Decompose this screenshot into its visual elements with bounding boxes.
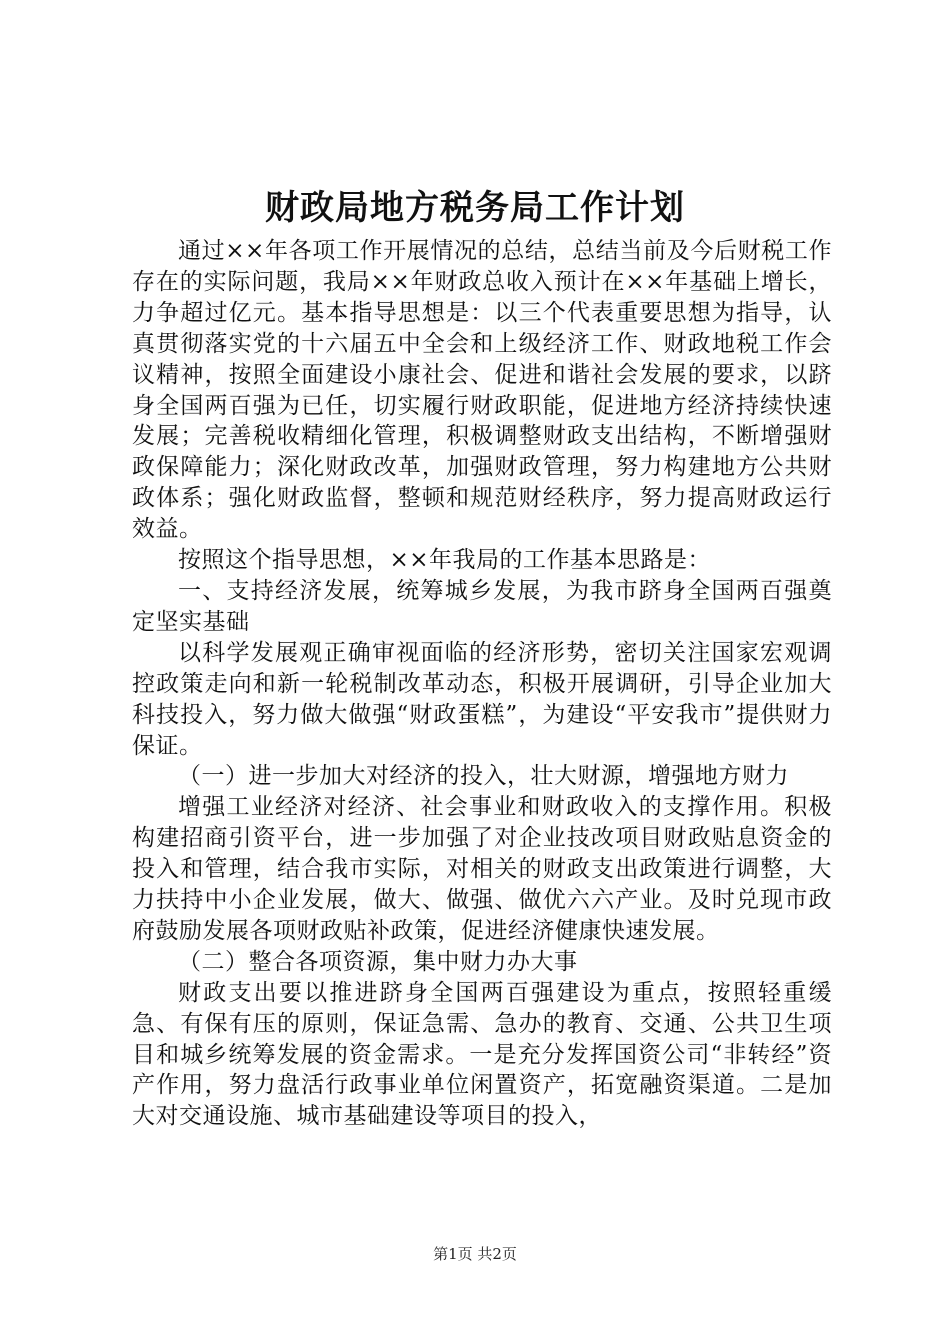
paragraph-subsection-2: 财政支出要以推进跻身全国两百强建设为重点，按照轻重缓急、有保有压的原则，保证急需、急办的教育、交通、公共卫生项目和城乡统筹发展的资金需求。一是充分发挥国资公司“非转经”资产作用，努力盘活行政事业单位闲置资产，拓宽融资渠道。二是加大对交通设施、城市基础建设等项目的投入，: [132, 979, 832, 1130]
page-footer: 第1页 共2页: [433, 1245, 517, 1263]
paragraph-subsection-1: 增强工业经济对经济、社会事业和财政收入的支撑作用。积极构建招商引资平台，进一步加强了对企业技改项目财政贴息资金的投入和管理，结合我市实际，对相关的财政支出政策进行调整，大力扶持中小企业发展，做大、做强、做优六六产业。及时兑现市政府鼓励发展各项财政贴补政策，促进经济健康快速发展。: [132, 794, 832, 944]
paragraph-intro: 通过××年各项工作开展情况的总结，总结当前及今后财税工作存在的实际问题，我局××年财政总收入预计在××年基础上增长，力争超过亿元。基本指导思想是：以三个代表重要思想为指导，认真贯彻落实党的十六届五中全会和上级经济工作、财政地税工作会议精神，按照全面建设小康社会、促进和谐社会发展的要求，以跻身全国两百强为已任，切实履行财政职能，促进地方经济持续快速发展；完善税收精细化管理，积极调整财政支出结构，不断增强财政保障能力；深化财政改革，加强财政管理，努力构建地方公共财政体系；强化财政监督，整顿和规范财经秩序，努力提高财政运行效益。: [132, 238, 832, 543]
document-title: 财政局地方税务局工作计划: [265, 188, 685, 228]
subsection-heading-1: （一）进一步加大对经济的投入，壮大财源，增强地方财力: [178, 763, 789, 790]
paragraph-section-1: 以科学发展观正确审视面临的经济形势，密切关注国家宏观调控政策走向和新一轮税制改革动态，积极开展调研，引导企业加大科技投入，努力做大做强“财政蛋糕”，为建设“平安我市”提供财力保证。: [132, 639, 832, 759]
paragraph-approach: 按照这个指导思想，××年我局的工作基本思路是：: [178, 547, 712, 574]
subsection-heading-2: （二）整合各项资源，集中财力办大事: [178, 948, 578, 975]
section-heading-1: 一、支持经济发展，统筹城乡发展，为我市跻身全国两百强奠定坚实基础: [132, 577, 832, 635]
document-body: [132, 236, 832, 1132]
